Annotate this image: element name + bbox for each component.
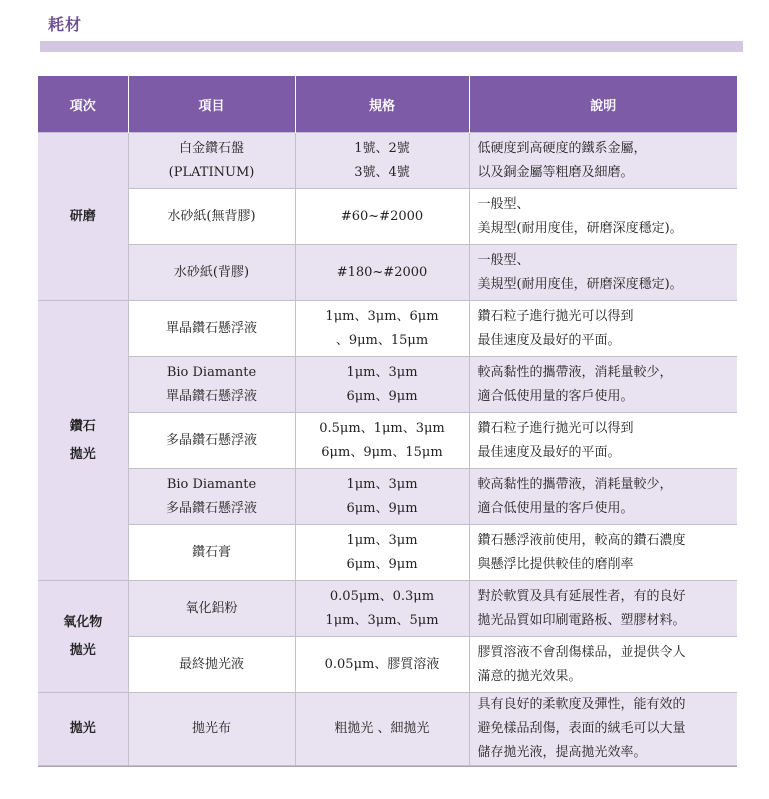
item-cell — [128, 581, 295, 637]
category-label: 氧化物 — [63, 614, 103, 630]
item-cell — [128, 189, 295, 245]
description-cell — [469, 133, 737, 189]
item-cell — [128, 525, 295, 581]
item-text: Bio Diamante — [166, 364, 257, 380]
spec-cell — [295, 357, 469, 413]
spec-cell — [295, 637, 469, 693]
spec-text: 0.5μm、1μm、3μm — [319, 420, 445, 436]
spec-text: 1號、2號 — [354, 140, 410, 156]
spec-text: 粗拋光 、細拋光 — [334, 721, 430, 736]
description-text: 美規型(耐用度佳，研磨深度穩定)。 — [477, 276, 683, 292]
table-row — [38, 357, 737, 413]
description-text: 以及銅金屬等粗磨及細磨。 — [477, 164, 634, 180]
item-text: 單晶鑽石懸浮液 — [165, 388, 257, 404]
description-text: 滿意的拋光效果。 — [477, 668, 582, 684]
table-row — [38, 413, 737, 469]
spec-text: 1μm、3μm — [346, 476, 418, 492]
item-text: 多晶鑽石懸浮液 — [165, 500, 257, 516]
description-cell — [469, 637, 737, 693]
spec-cell — [295, 581, 469, 637]
category-cell — [38, 581, 128, 693]
category-cell — [38, 301, 128, 581]
category-label: 拋光 — [69, 446, 96, 462]
description-text: 一般型、 — [477, 196, 530, 212]
spec-cell — [295, 413, 469, 469]
table-row — [38, 581, 737, 637]
table-row — [38, 301, 737, 357]
description-text: 最佳速度及最好的平面。 — [477, 444, 621, 460]
description-text: 適合低使用量的客戶使用。 — [477, 500, 634, 516]
description-cell — [469, 693, 737, 766]
table-header-row — [38, 76, 737, 133]
item-text: 拋光布 — [191, 721, 231, 736]
item-cell — [128, 413, 295, 469]
description-cell — [469, 525, 737, 581]
header-category: 項次 — [38, 76, 128, 133]
header-item: 項目 — [128, 76, 295, 133]
spec-text: 6μm、9μm、15μm — [321, 444, 443, 460]
table-row — [38, 693, 737, 766]
description-cell — [469, 469, 737, 525]
description-cell — [469, 413, 737, 469]
item-cell — [128, 469, 295, 525]
table-row — [38, 245, 737, 301]
item-text: 水砂紙(背膠) — [173, 264, 250, 280]
description-text: 最佳速度及最好的平面。 — [477, 332, 621, 348]
category-cell — [38, 133, 128, 301]
spec-text: 0.05μm、0.3μm — [329, 588, 435, 604]
spec-cell — [295, 133, 469, 189]
item-text: Bio Diamante — [166, 476, 257, 492]
spec-text: 6μm、9μm — [346, 556, 418, 572]
description-text: 較高黏性的攜帶液，消耗量較少， — [477, 364, 673, 380]
table-row — [38, 189, 737, 245]
item-text: 多晶鑽石懸浮液 — [165, 432, 257, 448]
description-text: 美規型(耐用度佳，研磨深度穩定)。 — [477, 220, 683, 236]
spec-cell — [295, 525, 469, 581]
description-text: 避免樣品刮傷，表面的絨毛可以大量 — [477, 721, 686, 736]
item-cell — [128, 357, 295, 413]
item-cell — [128, 693, 295, 766]
category-label: 拋光 — [69, 721, 96, 736]
spec-text: #60~#2000 — [340, 208, 424, 224]
spec-cell — [295, 693, 469, 766]
header-spec: 規格 — [295, 76, 469, 133]
spec-text: 6μm、9μm — [346, 500, 418, 516]
item-text: 氧化鋁粉 — [185, 600, 238, 616]
spec-cell — [295, 469, 469, 525]
item-cell — [128, 133, 295, 189]
description-text: 較高黏性的攜帶液，消耗量較少， — [477, 476, 673, 492]
item-text: 鑽石膏 — [191, 544, 231, 560]
description-text: 與懸浮比提供較佳的磨削率 — [477, 556, 634, 572]
item-text: (PLATINUM) — [168, 164, 255, 180]
item-text: 最終拋光液 — [178, 656, 244, 672]
description-text: 鑽石粒子進行拋光可以得到 — [477, 308, 634, 324]
item-text: 單晶鑽石懸浮液 — [165, 320, 257, 336]
item-cell — [128, 245, 295, 301]
description-cell — [469, 581, 737, 637]
description-text: 具有良好的柔軟度及彈性，能有效的 — [477, 697, 686, 712]
item-cell — [128, 301, 295, 357]
description-text: 儲存拋光液，提高拋光效率。 — [477, 745, 647, 760]
category-label: 鑽石 — [69, 418, 96, 434]
spec-text: #180~#2000 — [336, 264, 428, 280]
description-text: 膠質溶液不會刮傷樣品，並提供令人 — [477, 644, 686, 660]
item-text: 白金鑽石盤 — [178, 140, 244, 156]
header-description: 說明 — [469, 76, 737, 133]
spec-text: 、9μm、15μm — [335, 332, 429, 348]
item-text: 水砂紙(無背膠) — [167, 208, 256, 224]
category-label: 研磨 — [69, 208, 96, 224]
page-title: 耗材 — [48, 15, 83, 34]
description-cell — [469, 357, 737, 413]
spec-text: 3號、4號 — [354, 164, 410, 180]
category-label: 拋光 — [69, 642, 96, 658]
table-row — [38, 469, 737, 525]
description-text: 拋光品質如印刷電路板、塑膠材料。 — [477, 612, 686, 628]
table-row — [38, 525, 737, 581]
item-cell — [128, 637, 295, 693]
description-text: 鑽石懸浮液前使用，較高的鑽石濃度 — [477, 532, 686, 548]
table-bottom-rule — [38, 766, 737, 767]
description-cell — [469, 189, 737, 245]
description-text: 低硬度到高硬度的鐵系金屬， — [477, 140, 647, 156]
consumables-table — [38, 76, 737, 766]
spec-text: 1μm、3μm、6μm — [325, 308, 439, 324]
description-text: 適合低使用量的客戶使用。 — [477, 388, 634, 404]
spec-cell — [295, 245, 469, 301]
title-divider-bar — [40, 41, 743, 52]
spec-cell — [295, 301, 469, 357]
category-cell — [38, 693, 128, 766]
description-cell — [469, 301, 737, 357]
spec-text: 1μm、3μm — [346, 364, 418, 380]
description-cell — [469, 245, 737, 301]
description-text: 對於軟質及具有延展性者，有的良好 — [477, 588, 686, 604]
spec-text: 6μm、9μm — [346, 388, 418, 404]
spec-text: 1μm、3μm — [346, 532, 418, 548]
description-text: 一般型、 — [477, 252, 530, 268]
description-text: 鑽石粒子進行拋光可以得到 — [477, 420, 634, 436]
spec-cell — [295, 189, 469, 245]
table-row — [38, 133, 737, 189]
spec-text: 1μm、3μm、5μm — [325, 612, 439, 628]
spec-text: 0.05μm、膠質溶液 — [324, 656, 440, 672]
table-row — [38, 637, 737, 693]
